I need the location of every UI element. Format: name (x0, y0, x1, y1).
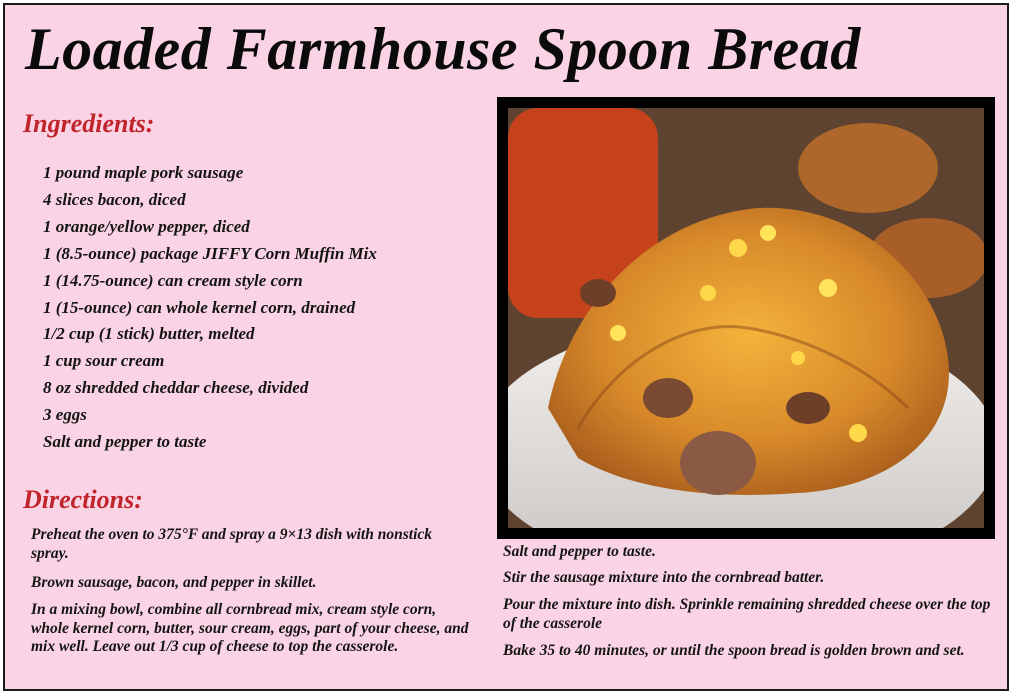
direction-step: In a mixing bowl, combine all cornbread mix, cream style corn, whole kernel corn, butter, sour cream, eggs, part of your cheese, and mix well. Leave out 1/3 cup of cheese to top the casserole. (31, 601, 469, 656)
direction-step: Stir the sausage mixture into the cornbread batter. (503, 569, 825, 586)
ingredient-item: Salt and pepper to taste (43, 432, 207, 452)
ingredient-item: 8 oz shredded cheddar cheese, divided (43, 378, 309, 398)
ingredient-item: 1 orange/yellow pepper, diced (43, 216, 250, 236)
ingredient-item: 1 (14.75-ounce) can cream style corn (43, 270, 303, 290)
direction-step: Brown sausage, bacon, and pepper in skillet. (31, 574, 317, 591)
direction-step: Salt and pepper to taste. (503, 543, 656, 560)
ingredient-item: 1 (15-ounce) can whole kernel corn, drained (43, 297, 356, 317)
recipe-title: Loaded Farmhouse Spoon Bread (25, 16, 861, 82)
spoon-bread-illustration (508, 108, 984, 528)
spoon-bread-photo (508, 108, 984, 528)
directions-heading: Directions: (23, 485, 143, 514)
ingredients-list (43, 160, 377, 456)
direction-step: Bake 35 to 40 minutes, or until the spoon bread is golden brown and set. (503, 642, 965, 659)
ingredient-item: 1 (8.5-ounce) package JIFFY Corn Muffin Mix (43, 243, 377, 263)
recipe-photo-frame (497, 97, 995, 539)
recipe-card (3, 3, 1009, 691)
ingredient-item: 4 slices bacon, diced (43, 189, 186, 209)
ingredients-heading: Ingredients: (23, 109, 155, 138)
ingredient-item: 3 eggs (43, 405, 87, 425)
direction-step: Preheat the oven to 375°F and spray a 9×13 dish with nonstick spray. (31, 526, 433, 562)
direction-step: Pour the mixture into dish. Sprinkle remaining shredded cheese over the top of the casserole (503, 596, 991, 632)
ingredient-item: 1/2 cup (1 stick) butter, melted (43, 324, 255, 344)
ingredient-item: 1 pound maple pork sausage (43, 163, 244, 182)
ingredient-item: 1 cup sour cream (43, 351, 165, 371)
